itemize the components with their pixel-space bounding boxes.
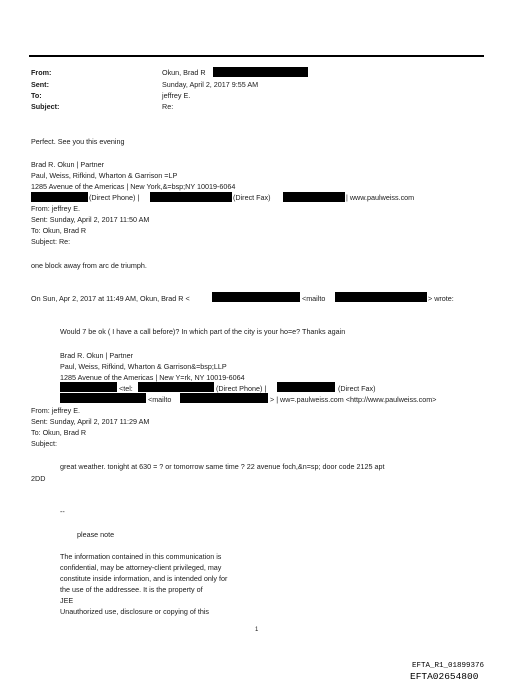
header-rule <box>29 55 484 57</box>
sig-fax-label: (Direct Fax) <box>338 384 376 393</box>
message-text: great weather. tonight at 630 = ? or tomorrow same time ? 22 avenue foch,&n=sp; door code 2125 apt <box>60 462 385 471</box>
reply-text: Perfect. See you this evening <box>31 137 125 146</box>
subject-value: Re: <box>162 102 174 111</box>
sig-phone-label: (Direct Phone) | <box>89 193 140 202</box>
quote-to: To: Okun, Brad R <box>31 226 87 235</box>
bates-id-secondary: EFTA_R1_01899376 <box>412 662 485 670</box>
bates-id-primary: EFTA02654800 <box>410 671 479 682</box>
quote-subject: Subject: Re: <box>31 237 71 246</box>
redaction-block <box>213 67 308 77</box>
sent-value: Sunday, April 2, 2017 9:55 AM <box>162 80 259 89</box>
sig-website: > | ww=.paulweiss.com <http://www.paulweiss.com> <box>270 395 437 404</box>
separator-dashes: -- <box>60 507 65 516</box>
confidentiality-line: the use of the addressee. It is the property of <box>60 585 203 594</box>
to-value: jeffrey E. <box>162 91 191 100</box>
quote-mailto: <mailto <box>302 294 326 303</box>
reply-text: one block away from arc de triumph. <box>31 261 147 270</box>
sent-label: Sent: <box>31 80 49 89</box>
redaction-block <box>60 393 146 403</box>
sig-phone-label: (Direct Phone) | <box>216 384 267 393</box>
confidentiality-line: JEE <box>60 596 74 605</box>
redaction-block <box>277 382 335 392</box>
redaction-block <box>283 192 345 202</box>
page-number: 1 <box>255 627 259 633</box>
sig-name: Brad R. Okun | Partner <box>60 351 133 360</box>
confidentiality-line: constitute inside information, and is intended only for <box>60 574 228 583</box>
confidentiality-line: confidential, may be attorney-client privileged, may <box>60 563 222 572</box>
sig-address: 1285 Avenue of the Americas | New York,&=bsp;NY 10019-6064 <box>31 182 236 191</box>
confidentiality-line: Unauthorized use, disclosure or copying of this <box>60 607 210 616</box>
quote-from: From: jeffrey E. <box>31 406 80 415</box>
quote-wrote: > wrote: <box>428 294 454 303</box>
message-text-cont: 2DD <box>31 474 46 483</box>
quote-intro: On Sun, Apr 2, 2017 at 11:49 AM, Okun, Brad R < <box>31 294 190 303</box>
redaction-block <box>150 192 232 202</box>
sig-firm: Paul, Weiss, Rifkind, Wharton & Garrison =LP <box>31 171 178 180</box>
redaction-block <box>60 382 117 392</box>
sig-firm: Paul, Weiss, Rifkind, Wharton & Garrison&=bsp;LLP <box>60 362 227 371</box>
reply-text: Would 7 be ok ( I have a call before)? In which part of the city is your ho=e? Thanks again <box>60 327 346 336</box>
redaction-block <box>31 192 88 202</box>
sig-fax-label: (Direct Fax) <box>233 193 271 202</box>
confidentiality-line: The information contained in this communication is <box>60 552 222 561</box>
redaction-block <box>212 292 300 302</box>
quote-subject: Subject: <box>31 439 57 448</box>
sig-mailto: <mailto <box>148 395 172 404</box>
quote-to: To: Okun, Brad R <box>31 428 87 437</box>
sig-address: 1285 Avenue of the Americas | New Y=rk, NY 10019-6064 <box>60 373 245 382</box>
please-note: please note <box>77 530 115 539</box>
to-label: To: <box>31 91 42 100</box>
quote-from: From: jeffrey E. <box>31 204 80 213</box>
sig-name: Brad R. Okun | Partner <box>31 160 104 169</box>
sig-website: | www.paulweiss.com <box>346 193 415 202</box>
redaction-block <box>138 382 214 392</box>
from-value: Okun, Brad R <box>162 68 206 77</box>
quote-sent: Sent: Sunday, April 2, 2017 11:50 AM <box>31 215 150 224</box>
quote-sent: Sent: Sunday, April 2, 2017 11:29 AM <box>31 417 150 426</box>
subject-label: Subject: <box>31 102 60 111</box>
redaction-block <box>335 292 427 302</box>
from-label: From: <box>31 68 52 77</box>
redaction-block <box>180 393 268 403</box>
sig-tel: <tel: <box>119 384 133 393</box>
